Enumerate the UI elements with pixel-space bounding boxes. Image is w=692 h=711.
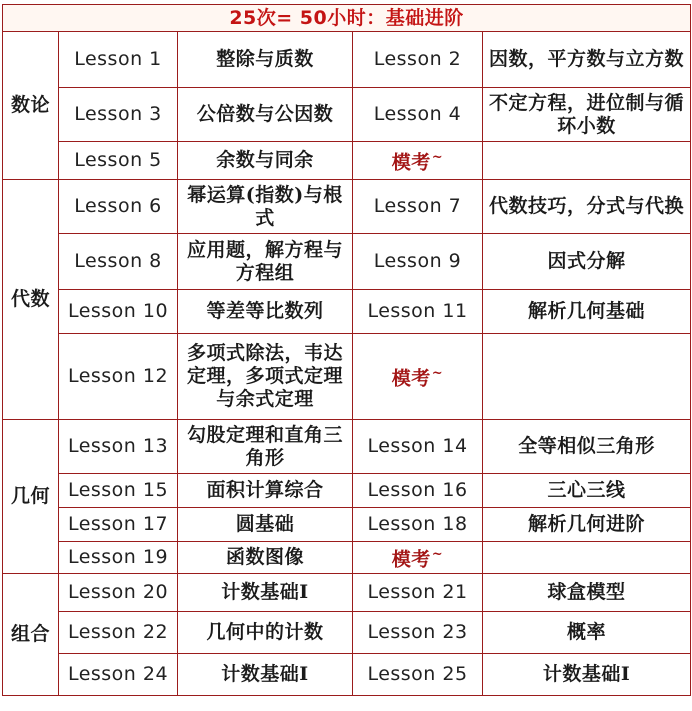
lesson-number: Lesson 20	[59, 574, 178, 612]
lesson-number: Lesson 19	[59, 542, 178, 574]
lesson-row	[3, 474, 691, 508]
lesson-topic: 球盒模型	[483, 574, 691, 612]
lesson-number: Lesson 4	[353, 88, 483, 142]
mock-exam-tilde: ~	[431, 366, 444, 382]
lesson-number: Lesson 18	[353, 508, 483, 542]
lesson-number: Lesson 25	[353, 654, 483, 696]
lesson-topic: 整除与质数	[178, 32, 353, 88]
lesson-topic: 圆基础	[178, 508, 353, 542]
empty-cell	[483, 542, 691, 574]
lesson-number: Lesson 1	[59, 32, 178, 88]
lesson-row	[3, 180, 691, 234]
unit-label-combinatorics: 组合	[3, 574, 59, 696]
lesson-topic: 代数技巧，分式与代换	[483, 180, 691, 234]
unit-label-algebra: 代数	[3, 180, 59, 420]
lesson-topic: 解析几何进阶	[483, 508, 691, 542]
lesson-topic: 计数基础Ⅰ	[178, 574, 353, 612]
lesson-number: Lesson 5	[59, 142, 178, 180]
lesson-row	[3, 508, 691, 542]
lesson-number: Lesson 2	[353, 32, 483, 88]
lesson-topic: 概率	[483, 612, 691, 654]
lesson-number: Lesson 16	[353, 474, 483, 508]
mock-exam-tilde: ~	[431, 150, 444, 166]
lesson-row	[3, 654, 691, 696]
course-schedule-table	[2, 4, 691, 696]
lesson-topic: 面积计算综合	[178, 474, 353, 508]
mock-exam-tilde: ~	[431, 547, 444, 563]
lesson-topic: 勾股定理和直角三角形	[178, 420, 353, 474]
empty-cell	[483, 334, 691, 420]
lesson-number: Lesson 17	[59, 508, 178, 542]
lesson-topic: 计数基础Ⅰ	[178, 654, 353, 696]
lesson-number: Lesson 15	[59, 474, 178, 508]
schedule-title: 25次= 50小时：基础进阶	[3, 5, 691, 32]
lesson-number: Lesson 12	[59, 334, 178, 420]
lesson-topic: 余数与同余	[178, 142, 353, 180]
unit-label-number-theory: 数论	[3, 32, 59, 180]
lesson-number: Lesson 9	[353, 234, 483, 290]
lesson-number: Lesson 21	[353, 574, 483, 612]
mock-exam-marker	[353, 142, 483, 180]
lesson-number: Lesson 8	[59, 234, 178, 290]
lesson-topic: 计数基础Ⅰ	[483, 654, 691, 696]
lesson-row	[3, 574, 691, 612]
lesson-topic: 几何中的计数	[178, 612, 353, 654]
lesson-topic: 不定方程，进位制与循环小数	[483, 88, 691, 142]
empty-cell	[483, 142, 691, 180]
lesson-number: Lesson 11	[353, 290, 483, 334]
lesson-topic: 因式分解	[483, 234, 691, 290]
lesson-row	[3, 32, 691, 88]
lesson-topic: 幂运算(指数)与根式	[178, 180, 353, 234]
lesson-topic: 等差等比数列	[178, 290, 353, 334]
lesson-number: Lesson 6	[59, 180, 178, 234]
lesson-topic: 多项式除法，韦达定理，多项式定理与余式定理	[178, 334, 353, 420]
lesson-row	[3, 334, 691, 420]
lesson-number: Lesson 14	[353, 420, 483, 474]
lesson-row	[3, 542, 691, 574]
mock-exam-label: 模考	[391, 367, 431, 390]
lesson-topic: 全等相似三角形	[483, 420, 691, 474]
lesson-row	[3, 612, 691, 654]
lesson-topic: 函数图像	[178, 542, 353, 574]
lesson-number: Lesson 10	[59, 290, 178, 334]
lesson-topic: 解析几何基础	[483, 290, 691, 334]
mock-exam-marker	[353, 542, 483, 574]
lesson-row	[3, 290, 691, 334]
lesson-number: Lesson 13	[59, 420, 178, 474]
lesson-topic: 应用题，解方程与方程组	[178, 234, 353, 290]
lesson-row	[3, 142, 691, 180]
lesson-topic: 三心三线	[483, 474, 691, 508]
mock-exam-marker	[353, 334, 483, 420]
title-row	[3, 5, 691, 32]
lesson-topic: 公倍数与公因数	[178, 88, 353, 142]
lesson-row	[3, 420, 691, 474]
lesson-number: Lesson 3	[59, 88, 178, 142]
lesson-row	[3, 234, 691, 290]
lesson-topic: 因数，平方数与立方数	[483, 32, 691, 88]
lesson-number: Lesson 7	[353, 180, 483, 234]
lesson-number: Lesson 22	[59, 612, 178, 654]
unit-label-geometry: 几何	[3, 420, 59, 574]
lesson-number: Lesson 24	[59, 654, 178, 696]
lesson-number: Lesson 23	[353, 612, 483, 654]
mock-exam-label: 模考	[391, 151, 431, 174]
lesson-row	[3, 88, 691, 142]
mock-exam-label: 模考	[391, 548, 431, 571]
